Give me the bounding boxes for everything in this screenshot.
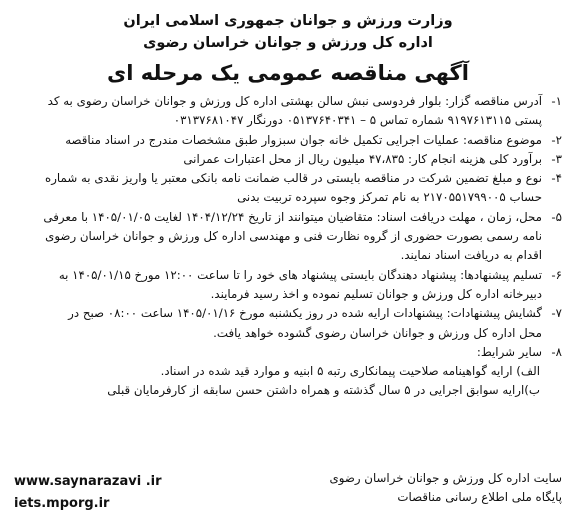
list-item <box>14 304 562 343</box>
footer-links <box>14 471 162 515</box>
item-line: برآورد کلی هزینه انجام کار: ۴۷،۸۳۵ میلیون ریال از محل اعتبارات عمرانی <box>183 151 542 166</box>
item-line: حساب ۲۱۷۰۵۵۱۷۹۹۰۰۵ به نام تمرکز وجوه سپرده تربیت بدنی <box>237 190 542 205</box>
item-line: دبیرخانه اداره کل ورزش و جوانان تسلیم نموده و اخذ رسید فرمایند. <box>210 286 542 301</box>
footer-labels <box>330 469 563 507</box>
item-line: محل، زمان ، مهلت دریافت اسناد: متقاضیان میتوانند از تاریخ ۱۴۰۴/۱۲/۲۴ لغایت ۱۴۰۵/۰۱/۰۵ با معرفی <box>43 209 542 224</box>
item-line: نامه رسمی بصورت حضوری از گروه نظارت فنی و مهندسی اداره کل ورزش و جوانان خراسان رضوی <box>45 229 542 244</box>
item-number: ۴- <box>551 171 562 186</box>
list-item <box>14 266 562 305</box>
item-line: آدرس مناقصه گزار: بلوار فردوسی نبش سالن بهشتی اداره کل ورزش و جوانان خراسان رضوی به کد <box>47 94 542 108</box>
item-line: گشایش پیشنهادات: پیشنهادات ارایه شده در روز یکشنبه مورخ ۱۴۰۵/۰۱/۱۶ ساعت ۰۸:۰۰ صبح در <box>68 306 542 321</box>
item-number: ۲- <box>551 132 562 147</box>
item-number: ۳- <box>551 151 562 166</box>
item-number: ۸- <box>551 344 562 359</box>
footer <box>14 469 562 525</box>
ministry-heading: وزارت ورزش و جوانان جمهوری اسلامی ایران <box>123 13 453 29</box>
item-number: ۶- <box>551 267 562 282</box>
site-label-provincial: سایت اداره کل ورزش و جوانان خراسان رضوی <box>329 471 562 485</box>
list-item <box>14 92 562 131</box>
item-number: ۵- <box>551 209 562 224</box>
item-number: ۱- <box>551 94 562 108</box>
office-heading: اداره کل ورزش و جوانان خراسان رضوی <box>143 35 433 51</box>
item-line: سایر شرایط: <box>476 344 542 359</box>
item-line: موضوع مناقصه: عملیات اجرایی تکمیل خانه جوان سبزوار طبق مشخصات مندرج در اسناد مناقصه <box>65 132 542 147</box>
site-link-national[interactable]: iets.mporg.ir <box>14 496 110 511</box>
item-number: ۷- <box>551 306 562 321</box>
list-item <box>14 131 562 150</box>
item-line: پستی ۹۱۹۷۶۱۳۱۱۵ شماره تماس ۵ – ۰۵۱۳۷۶۴۰۳۴۱ دورنگار ۰۳۱۳۷۶۸۱۰۴۷ <box>173 113 542 128</box>
list-item <box>14 150 562 169</box>
notice-body <box>14 92 562 401</box>
list-item <box>14 169 562 208</box>
item-line: محل اداره کل ورزش و جوانان خراسان رضوی گشوده خواهد یافت. <box>213 325 542 340</box>
list-item <box>14 343 562 362</box>
condition-line: الف) ارایه گواهینامه صلاحیت پیمانکاری رتبه ۵ ابنیه و موارد قید شده در اسناد. <box>160 364 540 379</box>
list-item <box>14 208 562 266</box>
notice-title: آگهی مناقصه عمومی یک مرحله ای <box>107 61 469 85</box>
site-link-provincial[interactable]: www.saynarazavi .ir <box>14 474 162 489</box>
item-line: تسلیم پیشنهادها: پیشنهاد دهندگان بایستی پیشنهاد های خود را تا ساعت ۱۲:۰۰ مورخ ۱۴۰۵/۰۱/۱۵ به <box>58 267 542 282</box>
item-line: اقدام به دریافت اسناد نمایند. <box>400 248 542 263</box>
site-label-national: پایگاه ملی اطلاع رسانی مناقصات <box>397 490 562 504</box>
item-line: نوع و مبلغ تضمین شرکت در مناقصه بایستی در قالب ضمانت نامه بانکی معتبر یا واریز نقدی به شماره <box>45 171 542 186</box>
condition-line: ب)ارایه سوابق اجرایی در ۵ سال گذشته و همراه داشتن حسن سابقه از کارفرمایان قبلی <box>107 383 540 398</box>
